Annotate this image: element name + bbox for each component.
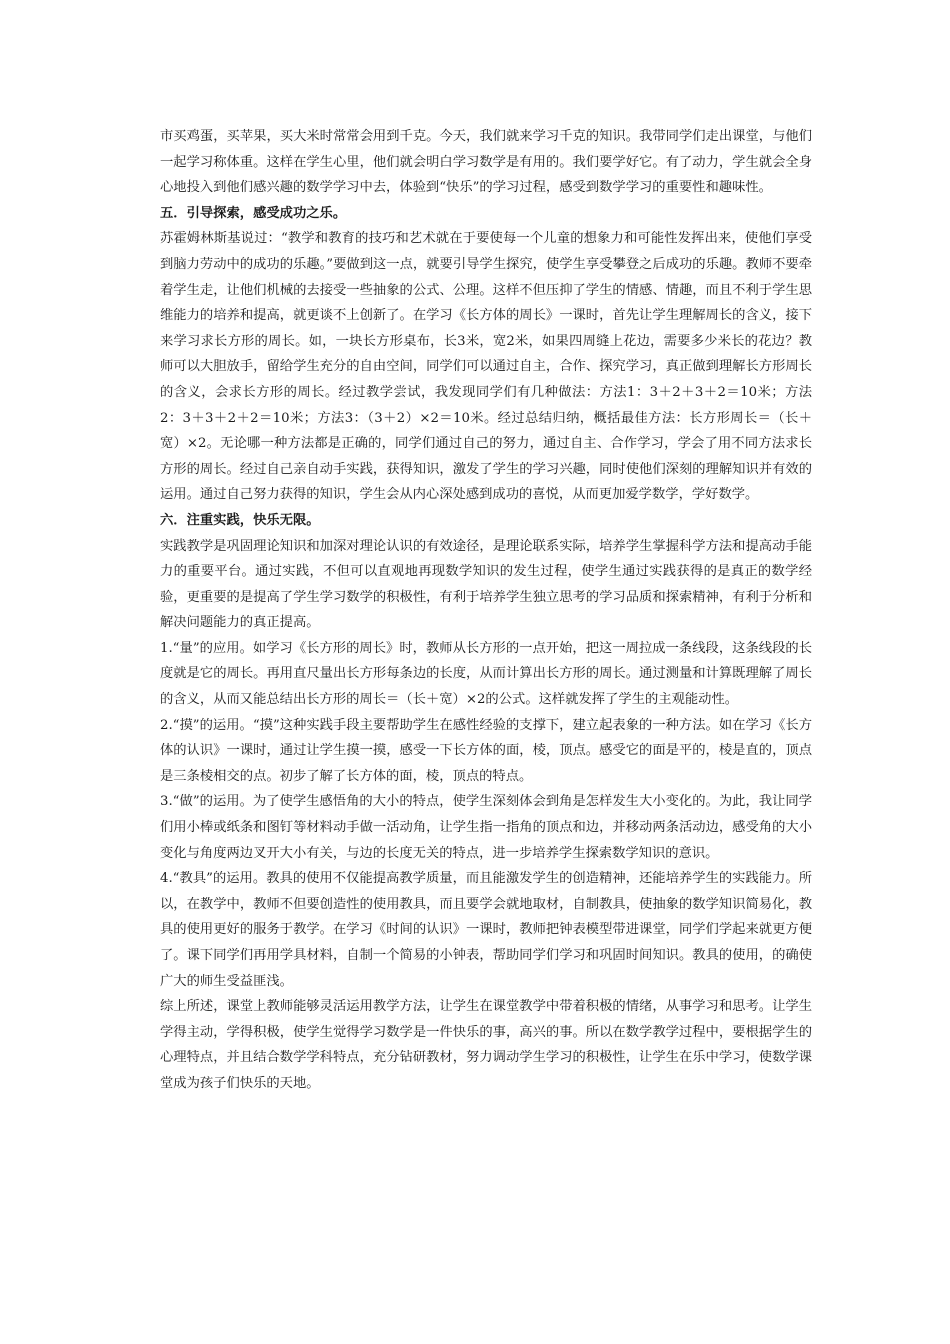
paragraph-item-3: 3.“做”的运用。为了使学生感悟角的大小的特点，使学生深刻体会到角是怎样发生大小变化的。为此，我让同学们用小棒或纸条和图钉等材料动手做一活动角，让学生指一指角的顶点和边，并移动两条活动边，感受角的大小变化与角度两边叉开大小有关，与边的长度无关的特点，进一步培养学生探索数学知识的意识。: [160, 794, 812, 861]
paragraph-item-2: 2.“摸”的运用。“摸”这种实践手段主要帮助学生在感性经验的支撑下，建立起表象的一种方法。如在学习《长方体的认识》一课时，通过让学生摸一摸，感受一下长方体的面，棱，顶点。感受它的面是平的，棱是直的，顶点是三条棱相交的点。初步了解了长方体的面，棱，顶点的特点。: [160, 717, 812, 784]
paragraph-section-5: 苏霍姆林斯基说过：“教学和教育的技巧和艺术就在于要使每一个儿童的想象力和可能性发挥出来，使他们享受到脑力劳动中的成功的乐趣。”要做到这一点，就要引导学生探究，使学生享受攀登之后成功的乐趣。教师不要牵着学生走，让他们机械的去接受一些抽象的公式、公理。这样不但压抑了学生的情感、情趣，而且不利于学生思维能力的培养和提高，就更谈不上创新了。在学习《长方体的周长》一课时，首先让学生理解周长的含义，接下来学习求长方形的周长。如，一块长方形桌布，长3米，宽2米，如果四周缝上花边，需要多少米长的花边？教师可以大胆放手，留给学生充分的自由空间，同学们可以通过自主，合作、探究学习，真正做到理解长方形周长的含义，会求长方形的周长。经过教学尝试，我发现同学们有几种做法：方法1：3＋2＋3＋2＝10米；方法2：3＋3＋2＋2＝10米；方法3：（3＋2）×2＝10米。经过总结归纳，概括最佳方法：长方形周长＝（长＋宽）×2。无论哪一种方法都是正确的，同学们通过自己的努力，通过自主、合作学习，学会了用不同方法求长方形的周长。经过自己亲自动手实践，获得知识，激发了学生的学习兴趣，同时使他们深刻的理解知识并有效的运用。通过自己努力获得的知识，学生会从内心深处感到成功的喜悦，从而更加爱学数学，学好数学。: [160, 231, 812, 503]
section-heading-6: 六．注重实践，快乐无限。: [160, 512, 320, 528]
paragraph-item-1: 1.“量”的应用。如学习《长方形的周长》时，教师从长方形的一点开始，把这一周拉成一条线段，这条线段的长度就是它的周长。再用直尺量出长方形每条边的长度，从而计算出长方形的周长。通过测量和计算既理解了周长的含义，从而又能总结出长方形的周长＝（长＋宽）×2的公式。这样就发挥了学生的主观能动性。: [160, 640, 812, 708]
section-heading-5: 五．引导探索，感受成功之乐。: [160, 205, 347, 221]
paragraph-conclusion: 综上所述，课堂上教师能够灵活运用教学方法，让学生在课堂教学中带着积极的情绪，从事学习和思考。让学生学得主动，学得积极，使学生觉得学习数学是一件快乐的事，高兴的事。所以在数学教学过程中，要根据学生的心理特点，并且结合数学学科特点，充分钻研教材，努力调动学生学习的积极性，让学生在乐中学习，使数学课堂成为孩子们快乐的天地。: [160, 999, 812, 1091]
paragraph-intro-continued: 市买鸡蛋，买苹果，买大米时常常会用到千克。今天，我们就来学习千克的知识。我带同学们走出课堂，与他们一起学习称体重。这样在学生心里，他们就会明白学习数学是有用的。我们要学好它。有了动力，学生就会全身心地投入到他们感兴趣的数学学习中去，体验到“快乐”的学习过程，感受到数学学习的重要性和趣味性。: [160, 129, 812, 196]
paragraph-item-4: 4.“教具”的运用。教具的使用不仅能提高教学质量，而且能激发学生的创造精神，还能培养学生的实践能力。所以，在教学中，教师不但要创造性的使用教具，而且要学会就地取材，自制教具，使抽象的数学知识简易化，教具的使用更好的服务于教学。在学习《时间的认识》一课时，教师把钟表模型带进课堂，同学们学起来就更方便了。课下同学们再用学具材料，自制一个简易的小钟表，帮助同学们学习和巩固时间知识。教具的使用，的确使广大的师生受益匪浅。: [160, 871, 812, 989]
document-page: [160, 124, 812, 1097]
paragraph-section-6-intro: 实践教学是巩固理论知识和加深对理论认识的有效途径，是理论联系实际，培养学生掌握科学方法和提高动手能力的重要平台。通过实践，不但可以直观地再现数学知识的发生过程，使学生通过实践获得的是真正的数学经验，更重要的是提高了学生学习数学的积极性，有利于培养学生独立思考的学习品质和探索精神，有利于分析和解决问题能力的真正提高。: [160, 538, 812, 631]
